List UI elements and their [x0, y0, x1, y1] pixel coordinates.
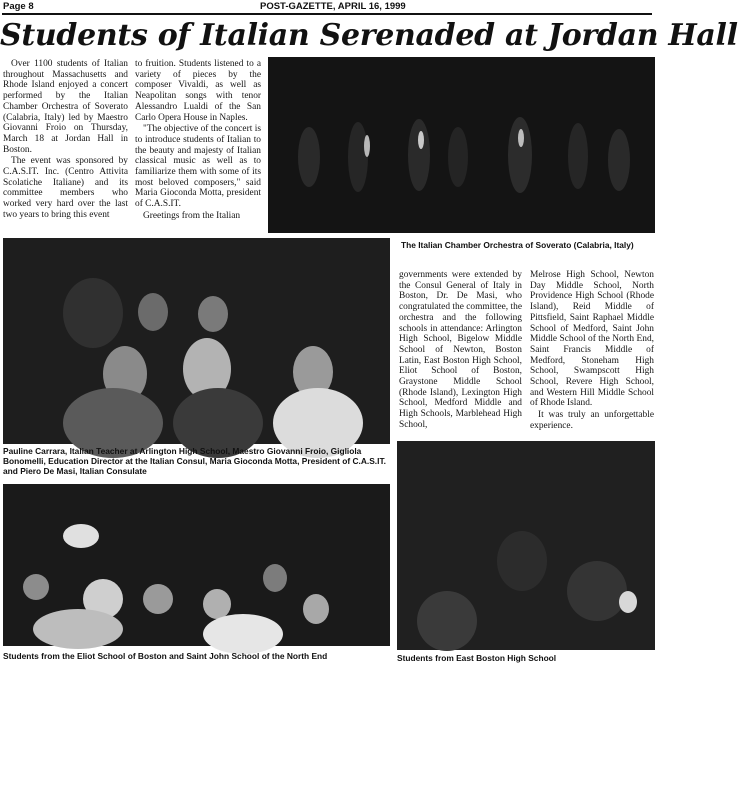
article-column-1: [3, 59, 128, 222]
headline: Students of Italian Serenaded at Jordan Hall: [0, 18, 738, 53]
group-caption: Pauline Carrara, Italian Teacher at Arlington High School, Maestro Giovanni Froio, Gigliola Bonomelli, Education Director at the Italian Consul, Maria Gioconda Motta, President of C.A.S.IT. and Piero De Masi, Italian Consulate: [3, 446, 386, 477]
group-photo: [3, 238, 390, 444]
article-column-3: [399, 270, 522, 432]
orchestra-photo: [268, 57, 655, 233]
article-paragraph: to fruition. Students listened to a variety of pieces by the composer Vivaldi, as well as Neapolitan songs with tenor Alessandro Lualdi of the San Carlo Opera House in Naples.: [135, 59, 261, 123]
article-paragraph: Greetings from the Italian: [143, 210, 241, 221]
page-number: Page 8: [3, 1, 34, 12]
article-paragraph: It was truly an unforgettable experience.: [530, 410, 654, 431]
article-paragraph: governments were extended by the Consul General of Italy in Boston, Dr. De Masi, who congratulated the committee, the orchestra and the following schools in attendance: Arlington High School, Bigelow Middle School of Newton, Boston Latin, East Boston High School, Eliot School of Boston, Graystone Middle School (Rhode Island), Lexington High School, Medford Middle and High Schools, Marblehead High School,: [399, 270, 522, 430]
eliot-students-photo: [3, 484, 390, 646]
article-paragraph: Melrose High School, Newton Day Middle School, North Providence High School (Rhode Island), Reid Middle of Pittsfield, Saint Raphael Middle School of Medford, Saint John Middle School of the North End, Saint Francis Middle of Medford, Stoneham High School, Swampscott High School, Revere High School, and Western Hill Middle School of Rhode Island.: [530, 270, 654, 409]
header-rule: [2, 13, 652, 15]
orchestra-caption: The Italian Chamber Orchestra of Soverato (Calabria, Italy): [401, 240, 634, 250]
east-boston-students-photo: [397, 441, 655, 650]
article-column-2: [135, 59, 261, 223]
article-paragraph: "The objective of the concert is to introduce students of Italian to the beauty and majesty of Italian classical music as well as to familiarize them with some of its most beloved composers," said Maria Gioconda Motta, president of C.A.S.IT.: [135, 124, 261, 210]
eliot-students-caption: Students from the Eliot School of Boston and Saint John School of the North End: [3, 651, 328, 661]
article-paragraph: The event was sponsored by C.A.S.IT. Inc. (Centro Attivita Scolatiche Italiane) and its committee members who worked very hard over the last two years to bring this event: [3, 156, 128, 220]
east-boston-students-caption: Students from East Boston High School: [397, 653, 557, 663]
masthead: POST-GAZETTE, APRIL 16, 1999: [260, 1, 406, 12]
article-column-4: [530, 270, 654, 433]
article-paragraph: Over 1100 students of Italian throughout Massachusetts and Rhode Island enjoyed a concert performed by the Italian Chamber Orchestra of Soverato (Calabria, Italy) led by Maestro Giovanni Froio on Thursday, March 18 at Jordan Hall in Boston.: [3, 59, 128, 155]
